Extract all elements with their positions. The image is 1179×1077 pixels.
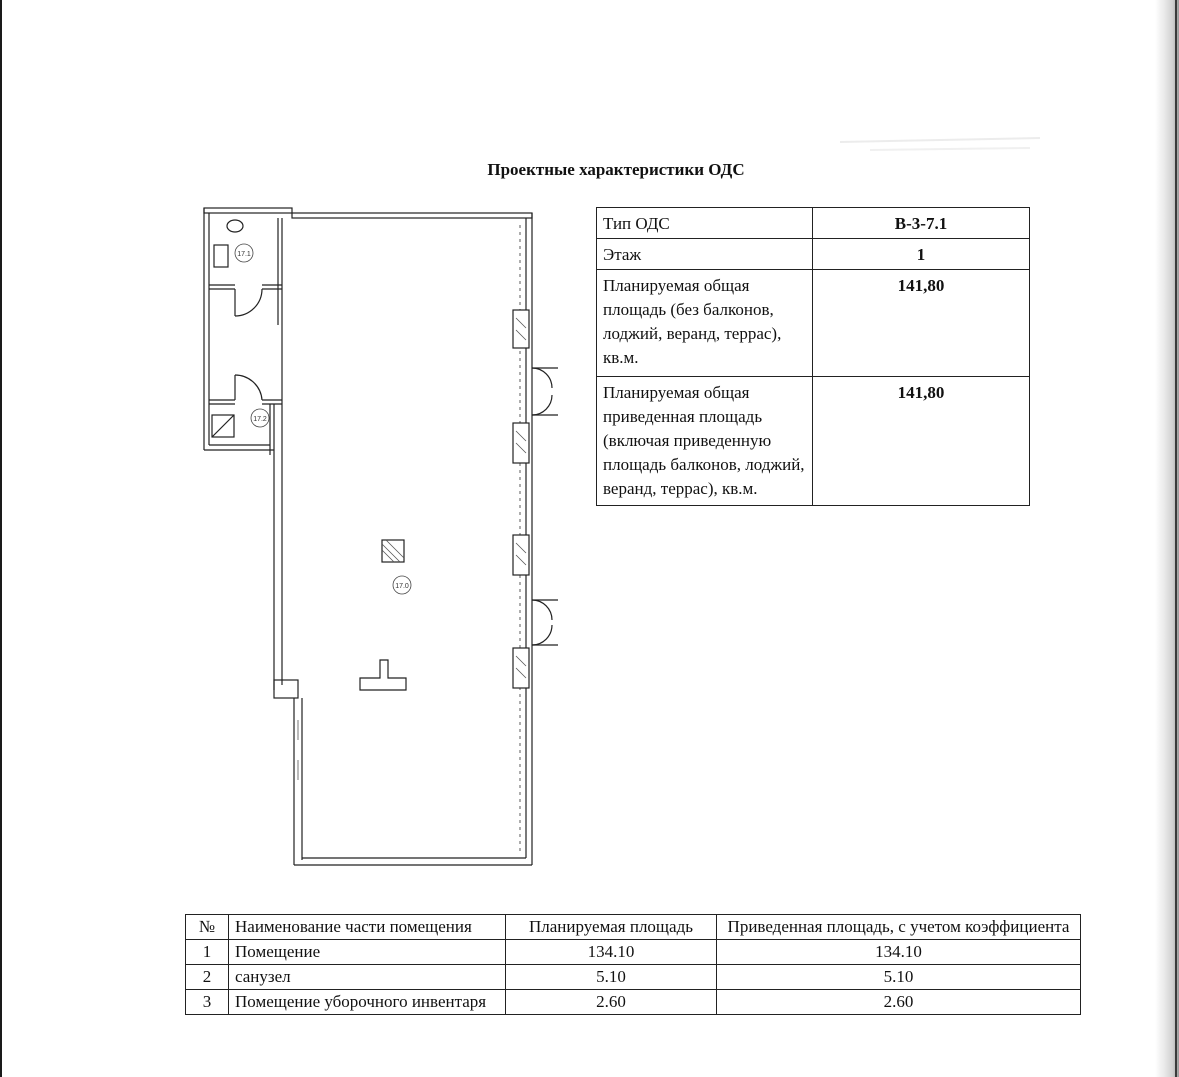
cell-area: 2.60 [506,990,717,1015]
cell-number: 2 [186,965,229,990]
table-header-row [186,915,1081,940]
room-label-1: 17.1 [237,251,251,258]
scan-artifact [830,120,1050,160]
table-row [597,208,1030,239]
floor-plan [190,200,570,880]
cell-area: 5.10 [506,965,717,990]
char-label: Этаж [597,239,813,270]
table-row [186,940,1081,965]
column-header-name: Наименование части помещения [229,915,506,940]
char-value: 141,80 [813,270,1030,377]
table-row [186,990,1081,1015]
cell-reduced-area: 5.10 [717,965,1081,990]
room-label-2: 17.2 [253,416,267,423]
cell-number: 3 [186,990,229,1015]
table-row [597,239,1030,270]
char-value: 141,80 [813,377,1030,506]
table-row [597,270,1030,377]
document-title: Проектные характеристики ОДС [487,160,745,179]
column-header-area: Планируемая площадь [506,915,717,940]
cell-reduced-area: 134.10 [717,940,1081,965]
column-header-reduced-area: Приведенная площадь, с учетом коэффициента [717,915,1081,940]
char-value: В-3-7.1 [813,208,1030,239]
table-row [186,965,1081,990]
char-value: 1 [813,239,1030,270]
characteristics-table [596,207,1030,506]
room-label-3: 17.0 [395,583,409,590]
char-label: Планируемая общая приведенная площадь (включая приведенную площадь балконов, лоджий, веранд, террас), кв.м. [597,377,813,506]
char-label: Планируемая общая площадь (без балконов, лоджий, веранд, террас), кв.м. [597,270,813,377]
cell-name: Помещение [229,940,506,965]
cell-reduced-area: 2.60 [717,990,1081,1015]
char-label: Тип ОДС [597,208,813,239]
cell-name: санузел [229,965,506,990]
cell-number: 1 [186,940,229,965]
rooms-table [185,914,1081,1015]
cell-name: Помещение уборочного инвентаря [229,990,506,1015]
cell-area: 134.10 [506,940,717,965]
table-row [597,377,1030,506]
column-header-number: № [186,915,229,940]
